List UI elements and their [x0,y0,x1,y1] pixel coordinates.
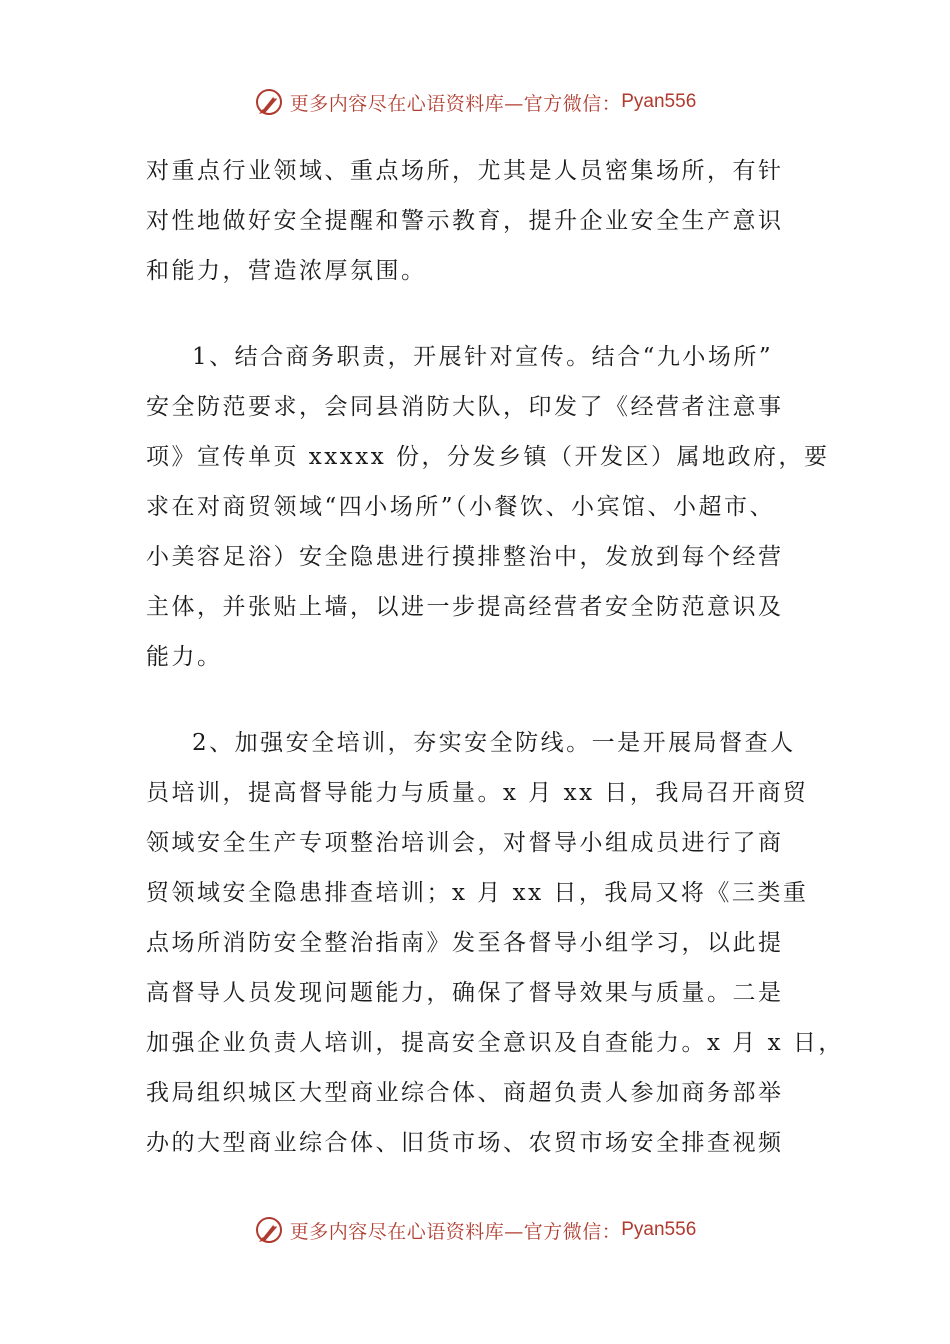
text-line: 1、结合商务职责，开展针对宣传。结合“九小场所” [192,344,774,370]
text-line: 对性地做好安全提醒和警示教育，提升企业安全生产意识 [146,208,784,234]
text-line: 小美容足浴）安全隐患进行摸排整治中，发放到每个经营 [146,544,784,570]
pen-nib-logo-icon [254,87,284,117]
text-line: 加强企业负责人培训，提高安全意识及自查能力。x 月 x 日， [146,1030,844,1056]
text-line: 2、加强安全培训，夯实安全防线。一是开展局督查人 [192,730,796,756]
text-line: 员培训，提高督导能力与质量。x 月 xx 日，我局召开商贸 [146,780,809,806]
banner-wechat-id: Pyan556 [621,1219,697,1240]
text-line: 能力。 [146,644,223,670]
text-line: 领域安全生产专项整治培训会，对督导小组成员进行了商 [146,830,784,856]
text-line: 高督导人员发现问题能力，确保了督导效果与质量。二是 [146,980,784,1006]
text-line: 主体，并张贴上墙，以进一步提高经营者安全防范意识及 [146,594,784,620]
paragraph-item-1 [146,332,830,682]
banner-wechat-id: Pyan556 [621,91,697,112]
text-line: 项》宣传单页 xxxxx 份，分发乡镇（开发区）属地政府，要 [146,444,830,470]
text-line: 点场所消防安全整治指南》发至各督导小组学习，以此提 [146,930,784,956]
text-line: 贸领域安全隐患排查培训；x 月 xx 日，我局又将《三类重 [146,880,809,906]
header-banner [0,82,950,122]
text-line: 安全防范要求，会同县消防大队，印发了《经营者注意事 [146,394,784,420]
paragraph-item-2 [146,718,844,1168]
pen-nib-logo-icon [254,1215,284,1245]
text-line: 对重点行业领域、重点场所，尤其是人员密集场所，有针 [146,158,784,184]
text-line: 办的大型商业综合体、旧货市场、农贸市场安全排查视频 [146,1130,784,1156]
text-line: 我局组织城区大型商业综合体、商超负责人参加商务部举 [146,1080,784,1106]
banner-text: 更多内容尽在心语资料库—官方微信： [289,1220,622,1243]
text-line: 和能力，营造浓厚氛围。 [146,258,427,284]
paragraph-intro-continuation [146,146,810,296]
footer-banner [0,1210,950,1250]
document-body [146,146,844,1168]
text-line: 求在对商贸领域“四小场所”（小餐饮、小宾馆、小超市、 [146,494,776,520]
banner-text: 更多内容尽在心语资料库—官方微信： [289,92,622,115]
